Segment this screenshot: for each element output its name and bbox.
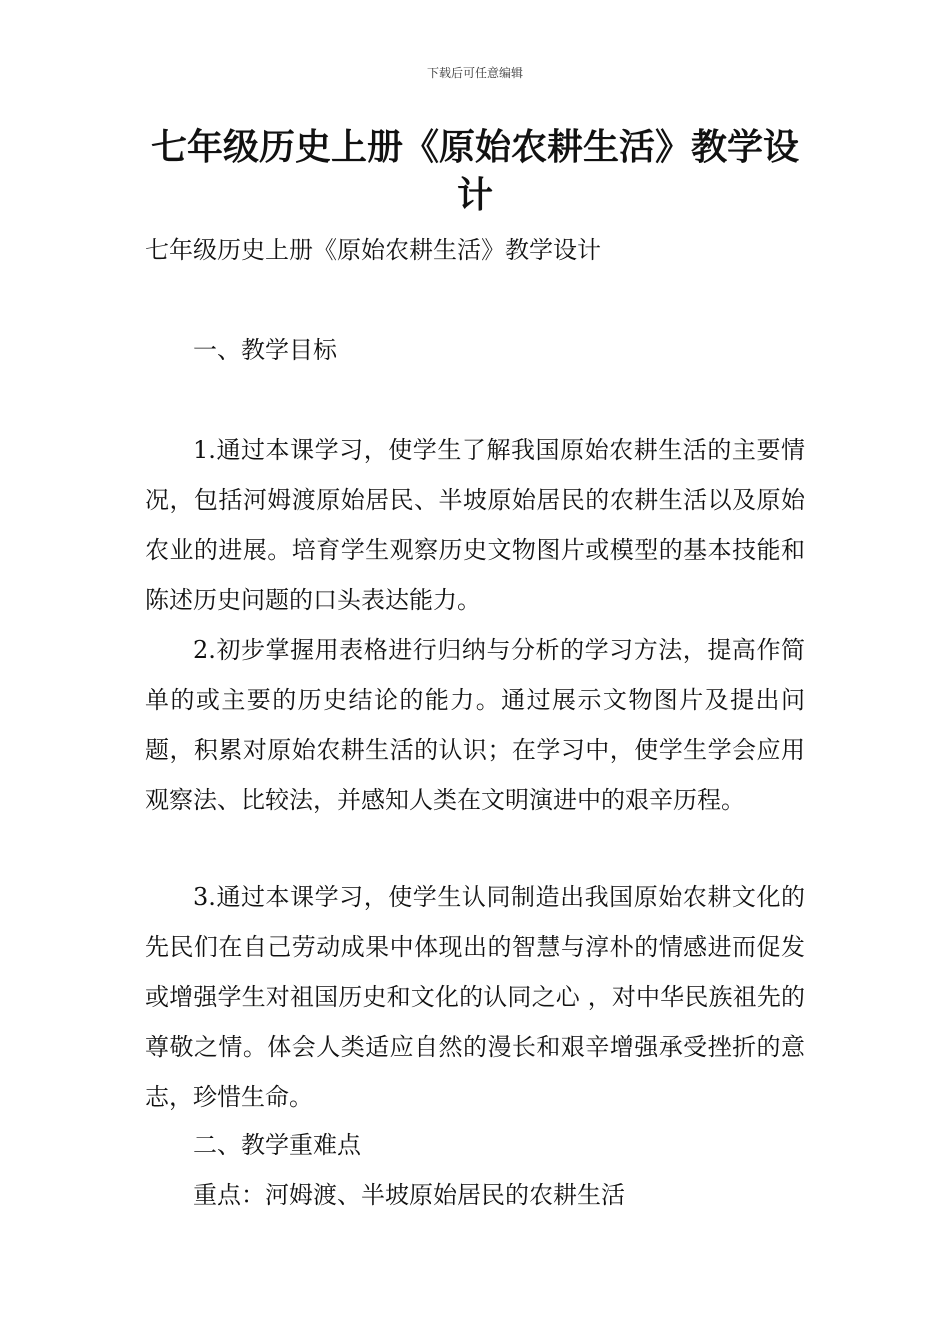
- section-heading-goals: 一、教学目标: [193, 336, 337, 364]
- goal-paragraph-3: 3.通过本课学习，使学生认同制造出我国原始农耕文化的先民们在自己劳动成果中体现出的智慧与淳朴的情感进而促发或增强学生对祖国历史和文化的认同之心 ，对中华民族祖先的尊敬之情。体会人类适应自然的漫长和艰辛增强承受挫折的意志，珍惜生命。: [145, 883, 805, 1111]
- key-point-paragraph: 重点：河姆渡、半坡原始居民的农耕生活: [193, 1181, 625, 1209]
- header-note: 下载后可任意编辑: [426, 66, 523, 80]
- goal-paragraph-1: 1.通过本课学习，使学生了解我国原始农耕生活的主要情况，包括河姆渡原始居民、半坡原始居民的农耕生活以及原始农业的进展。培育学生观察历史文物图片或模型的基本技能和陈述历史问题的口头表达能力。: [145, 436, 805, 614]
- document-title: 七年级历史上册《原始农耕生活》教学设计: [150, 127, 799, 216]
- section-heading-key-points: 二、教学重难点: [193, 1131, 361, 1159]
- document-subtitle: 七年级历史上册《原始农耕生活》教学设计: [145, 236, 601, 264]
- goal-paragraph-2: 2.初步掌握用表格进行归纳与分析的学习方法，提高作简单的或主要的历史结论的能力。通过展示文物图片及提出问题，积累对原始农耕生活的认识；在学习中，使学生学会应用观察法、比较法，并感知人类在文明演进中的艰辛历程。: [145, 636, 805, 814]
